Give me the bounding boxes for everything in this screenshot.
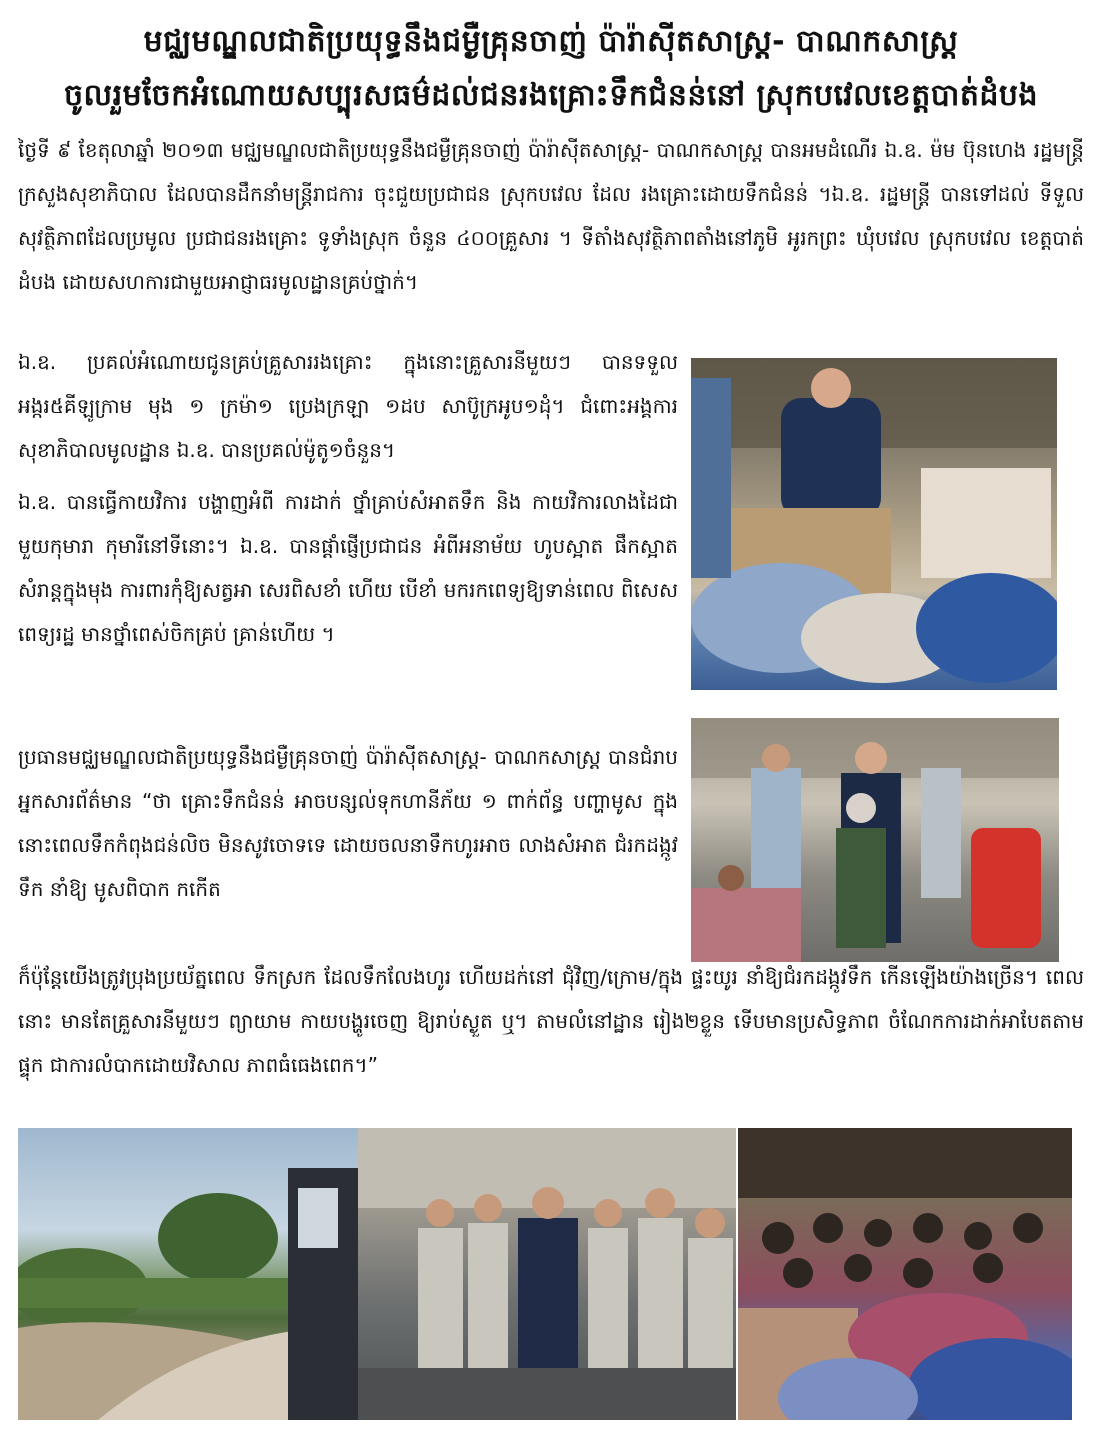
photo-donation-distribution [691, 358, 1057, 690]
paragraph-statement-part1: ប្រធានមជ្ឈមណ្ឌលជាតិប្រយុទ្ធនឹងជម្ងឺគ្រុនចាញ់ ប៉ារ៉ាស៊ីតសាស្ត្រ- បាណកសាស្ត្រ បានជំរាបអ្នកសារព័ត៌មាន “ថា គ្រោះទឹកជំនន់ អាចបន្សល់ទុកហានីភ័យ ១ ពាក់ព័ន្ធ បញ្ហាមូស ក្នុងនោះពេលទឹកកំពុងជន់លិច មិនសូវចោទទេ ដោយចលនាទឹកហូរអាច លាងសំអាត ជំរកដង្កូវទឹក នាំឱ្យ មូសពិបាក កកើត [18, 745, 678, 901]
headline-line-1: មជ្ឈមណ្ឌលជាតិប្រយុទ្ធនឹងជម្ងឺគ្រុនចាញ់ ប៉ារ៉ាស៊ីតសាស្ត្រ- បាណកសាស្ត្រ [143, 24, 959, 59]
photo-shelter-crowd [738, 1128, 1072, 1420]
photo-flooded-road [18, 1128, 358, 1420]
headline-line-2: ចូលរួមចែកអំណោយសប្បុរសធម៌ដល់ជនរងគ្រោះទឹកជំនន់នៅ ស្រុកបវេលខេត្តបាត់ដំបង [63, 78, 1038, 113]
photo-officials-group [358, 1128, 736, 1420]
paragraph-donations: ឯ.ឧ. ប្រគល់អំណោយជូនគ្រប់គ្រួសាររងគ្រោះ ក្នុងនោះគ្រួសារនីមួយៗ បានទទួល អង្ករ៥គីឡូក្រាម មុង ១ ក្រម៉ា១ ប្រេងក្រឡា ១ដប សាប៊ូក្រអូប១ដុំ។ ជំពោះអង្គការសុខាភិបាលមូលដ្ឋាន ឯ.ឧ. បានប្រគល់ម៉ូតូ១ចំនួន។ [18, 350, 678, 462]
paragraph-hygiene-demo: ឯ.ឧ. បានធ្វើកាយវិការ បង្ហាញអំពី ការដាក់ ថ្នាំគ្រាប់សំអាតទឹក និង កាយវិការលាងដៃជាមួយកុមារា កុមារីនៅទីនោះ។ ឯ.ឧ. បានផ្តាំផ្ញើប្រជាជន អំពីអនាម័យ ហូបស្អាត ផឹកស្អាត សំរាន្តក្នុងមុង ការពារកុំឱ្យសត្វអា សេរពិសខាំ ហើយ បើខាំ មករកពេទ្យឱ្យទាន់ពេល ពិសេសពេទ្យរដ្ឋ មានថ្នាំពេស់ចិកគ្រប់ គ្រាន់ហើយ ។ [18, 490, 678, 646]
photo-aid-recipients [691, 718, 1059, 962]
paragraph-statement-part2: ក៏ប៉ុន្តែយើងត្រូវប្រុងប្រយ័ត្នពេល ទឹកស្រក ដែលទឹកលែងហូរ ហើយដក់នៅ ជុំវិញ/ក្រោម/ក្នុង ផ្ទះយូរ នាំឱ្យជំរកដង្កូវទឹក កើនឡើងយ៉ាងច្រើន។ ពេលនោះ មានតែគ្រួសារនីមួយៗ ព្យាយាម កាយបង្ហូរចេញ ឱ្យរាប់ស្ងួត ឬ។ តាមលំនៅដ្ឋាន រៀង២ខ្លួន ទើបមានប្រសិទ្ធភាព ចំណែកការដាក់អាបែតតាមផ្ទុក ជាការលំបាកដោយវិសាល ភាពធំធេងពេក។” [18, 965, 1084, 1077]
paragraph-intro: ថ្ងៃទី ៩ ខែតុលាឆ្នាំ ២០១៣ មជ្ឈមណ្ឌលជាតិប្រយុទ្ធនឹងជម្ងឺគ្រុនចាញ់ ប៉ារ៉ាស៊ីតសាស្ត្រ- បាណកសាស្ត្រ បានអមដំណើរ ឯ.ឧ. ម៉ម ប៊ុនហេង រដ្ឋមន្ត្រីក្រសួងសុខាភិបាល ដែលបានដឹកនាំមន្ត្រីរាជការ ចុះជួយប្រជាជន ស្រុកបវេល ដែល រងគ្រោះដោយទឹកជំនន់ ។ឯ.ឧ. រដ្ឋមន្ត្រី បានទៅដល់ ទីទួលសុវត្ថិភាពដែលប្រមូល ប្រជាជនរងគ្រោះ ទូទាំងស្រុក ចំនួន ៤០០គ្រួសារ ។ ទីតាំងសុវត្ថិភាពតាំងនៅភូមិ អូរកព្រះ ឃុំបវេល ស្រុកបវេល ខេត្តបាត់ដំបង ដោយសហការជាមួយអាជ្ញាធរមូលដ្ឋានគ្រប់ថ្នាក់។ [18, 138, 1084, 294]
